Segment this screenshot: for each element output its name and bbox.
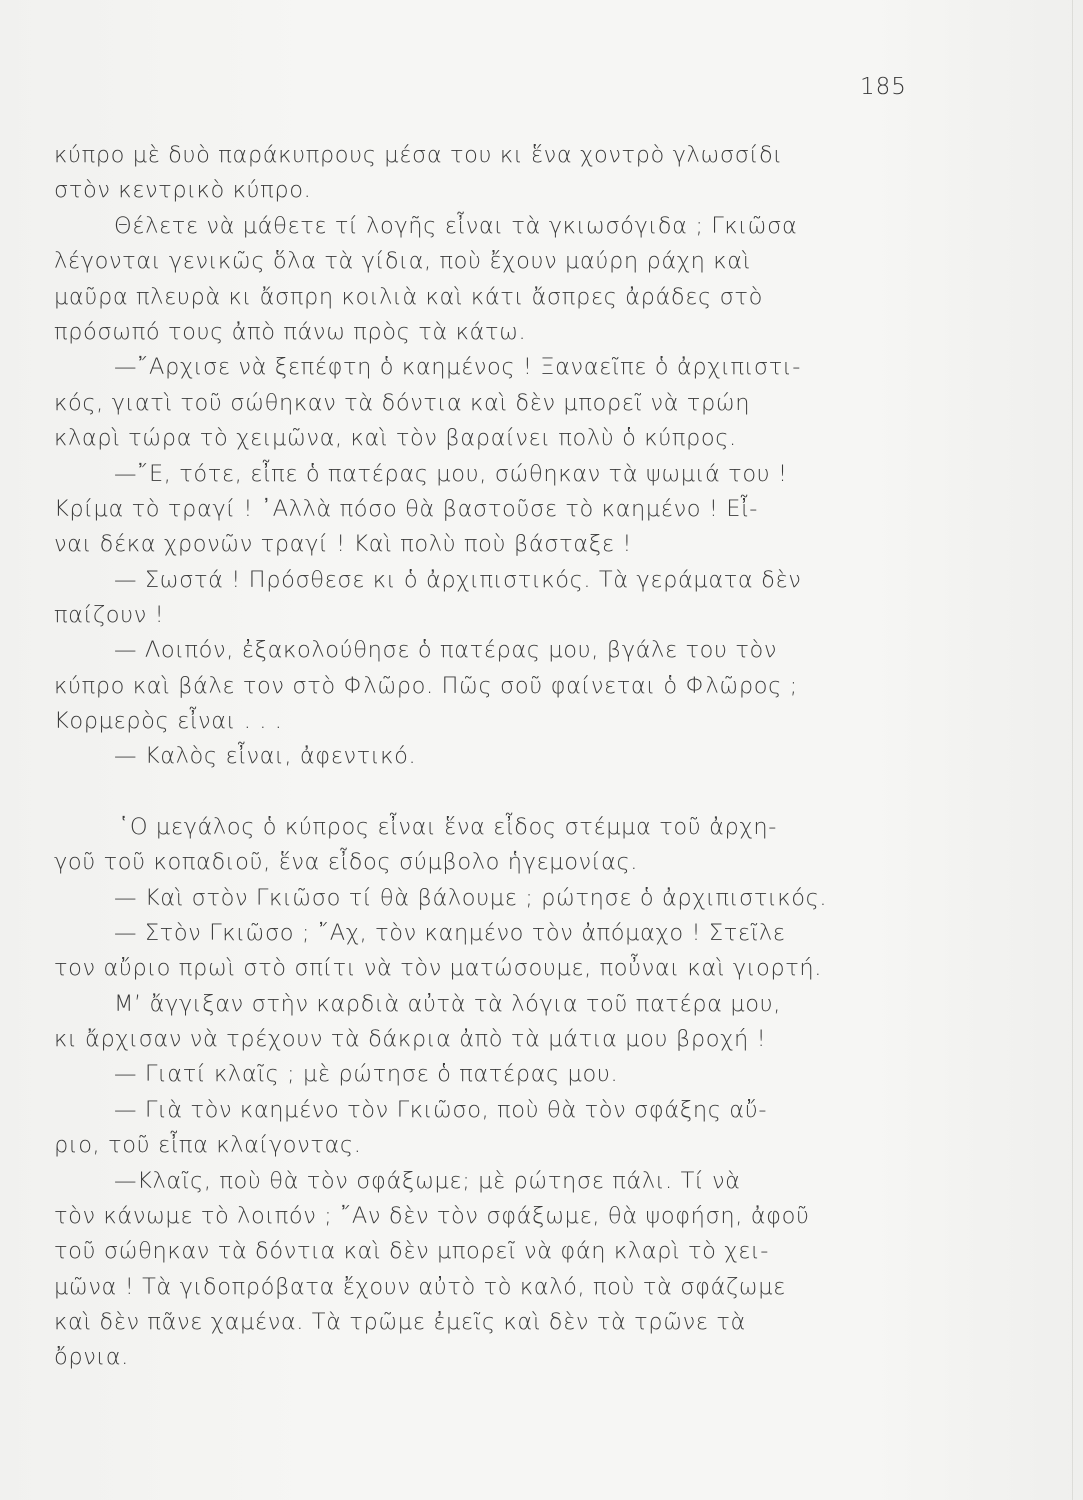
text-line: Θέλετε νὰ μάθετε τί λογῆς εἶναι τὰ γκιωσόγιδα ; Γκιῶσα: [114, 213, 798, 239]
text-line: μαῦρα πλευρὰ κι ἄσπρη κοιλιὰ καὶ κάτι ἄσπρες ἀράδες στὸ: [54, 284, 763, 310]
text-line: ὄρνια.: [54, 1344, 129, 1370]
text-line: λέγονται γενικῶς ὅλα τὰ γίδια, ποὺ ἔχουν μαύρη ράχη καὶ: [54, 248, 751, 274]
text-line: καὶ δὲν πᾶνε χαμένα. Τὰ τρῶμε ἐμεῖς καὶ δὲν τὰ τρῶνε τὰ: [54, 1309, 746, 1335]
text-line: παίζουν !: [54, 602, 165, 628]
text-line: στὸν κεντρικὸ κύπρο.: [54, 177, 312, 203]
text-line: τοῦ σώθηκαν τὰ δόντια καὶ δὲν μπορεῖ νὰ φάη κλαρὶ τὸ χει-: [54, 1238, 770, 1264]
text-line: γοῦ τοῦ κοπαδιοῦ, ἕνα εἶδος σύμβολο ἡγεμονίας.: [54, 849, 639, 875]
text-line: κύπρο μὲ δυὸ παράκυπρους μέσα του κι ἕνα χοντρὸ γλωσσίδι: [54, 142, 783, 168]
text-line: ναι δέκα χρονῶν τραγί ! Καὶ πολὺ ποὺ βάσταξε !: [54, 531, 632, 557]
text-line: μῶνα ! Τὰ γιδοπρόβατα ἔχουν αὐτὸ τὸ καλό, ποὺ τὰ σφάζωμε: [54, 1274, 786, 1300]
text-line: — Καὶ στὸν Γκιῶσο τί θὰ βάλουμε ; ρώτησε ὁ ἀρχιπιστικός.: [114, 885, 828, 911]
text-line: ριο, τοῦ εἶπα κλαίγοντας.: [54, 1132, 362, 1158]
text-line: τον αὔριο πρωὶ στὸ σπίτι νὰ τὸν ματώσουμε, ποὖναι καὶ γιορτή.: [54, 955, 823, 981]
text-line: τὸν κάνωμε τὸ λοιπόν ; ῎Αν δὲν τὸν σφάξωμε, θὰ ψοφήση, ἀφοῦ: [54, 1203, 810, 1229]
text-line: — Στὸν Γκιῶσο ; ῎Αχ, τὸν καημένο τὸν ἀπόμαχο ! Στεῖλε: [114, 920, 786, 946]
text-line: —῎Ε, τότε, εἶπε ὁ πατέρας μου, σώθηκαν τὰ ψωμιά του !: [114, 461, 788, 487]
text-line: — Σωστά ! Πρόσθεσε κι ὁ ἀρχιπιστικός. Τὰ γεράματα δὲν: [114, 567, 802, 593]
text-line: κύπρο καὶ βάλε τον στὸ Φλῶρο. Πῶς σοῦ φαίνεται ὁ Φλῶρος ;: [54, 673, 798, 699]
text-line: Κρίμα τὸ τραγί ! ᾿Αλλὰ πόσο θὰ βαστοῦσε τὸ καημένο ! Εἶ-: [54, 496, 758, 522]
text-line: — Γιὰ τὸν καημένο τὸν Γκιῶσο, ποὺ θὰ τὸν σφάξης αὔ-: [114, 1097, 768, 1123]
text-line: Κορμερὸς εἶναι . . .: [54, 708, 283, 734]
text-line: Μ’ ἄγγιξαν στὴν καρδιὰ αὐτὰ τὰ λόγια τοῦ πατέρα μου,: [114, 991, 782, 1017]
text-line: πρόσωπό τους ἀπὸ πάνω πρὸς τὰ κάτω.: [54, 319, 527, 345]
text-line: — Καλὸς εἶναι, ἀφεντικό.: [114, 743, 417, 769]
text-line: κός, γιατὶ τοῦ σώθηκαν τὰ δόντια καὶ δὲν μπορεῖ νὰ τρώη: [54, 390, 751, 416]
text-line: κι ἄρχισαν νὰ τρέχουν τὰ δάκρια ἀπὸ τὰ μάτια μου βροχή !: [54, 1026, 767, 1052]
text-line: — Λοιπόν, ἐξακολούθησε ὁ πατέρας μου, βγάλε του τὸν: [114, 637, 778, 663]
text-line: κλαρὶ τώρα τὸ χειμῶνα, καὶ τὸν βαραίνει πολὺ ὁ κύπρος.: [54, 425, 737, 451]
text-line: —῎Αρχισε νὰ ξεπέφτη ὁ καημένος ! Ξαναεῖπε ὁ ἀρχιπιστι-: [114, 354, 801, 380]
text-line: —Κλαῖς, ποὺ θὰ τὸν σφάξωμε; μὲ ρώτησε πάλι. Τί νὰ: [114, 1168, 741, 1194]
page-edge: [1072, 0, 1073, 1500]
text-line: — Γιατί κλαῖς ; μὲ ρώτησε ὁ πατέρας μου.: [114, 1061, 619, 1087]
page-number: 185: [860, 74, 907, 100]
text-line: ῾Ο μεγάλος ὁ κύπρος εἶναι ἕνα εἶδος στέμμα τοῦ ἀρχη-: [118, 814, 777, 840]
